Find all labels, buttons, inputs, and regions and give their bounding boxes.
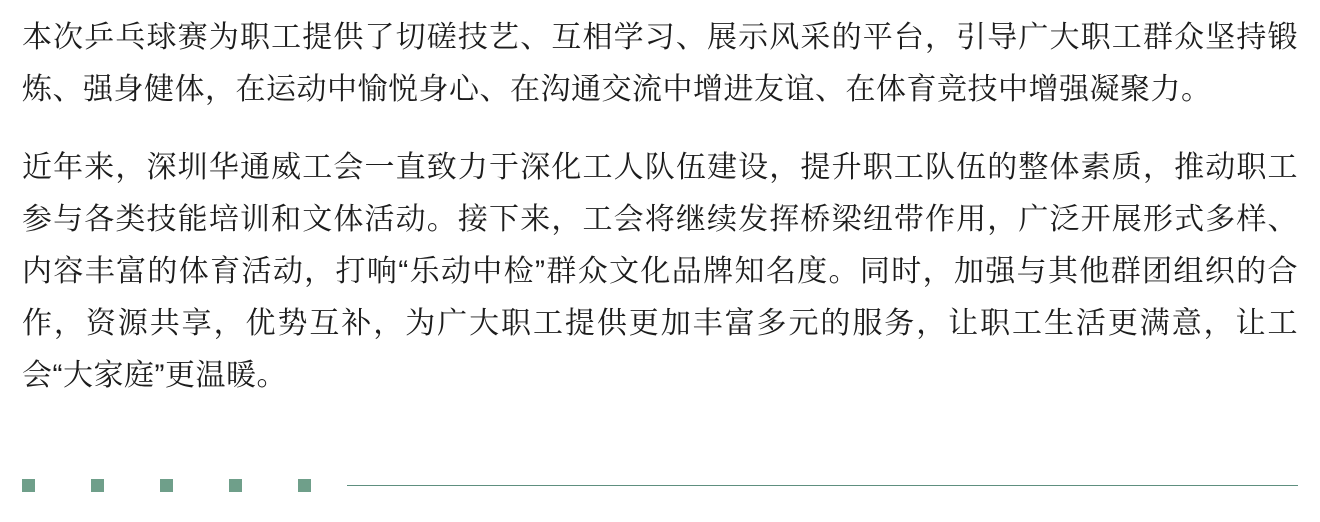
body-paragraph-2: 近年来，深圳华通威工会一直致力于深化工人队伍建设，提升职工队伍的整体素质，推动职工参与各类技能培训和文体活动。接下来，工会将继续发挥桥梁纽带作用，广泛开展形式多样、内容丰富的体育活动，打响“乐动中检”群众文化品牌知名度。同时，加强与其他群团组织的合作，资源共享，优势互补，为广大职工提供更加丰富多元的服务，让职工生活更满意，让工会“大家庭”更温暖。 [22,151,1298,392]
body-paragraph-1: 本次乒乓球赛为职工提供了切磋技艺、互相学习、展示风采的平台，引导广大职工群众坚持锻炼、强身健体，在运动中愉悦身心、在沟通交流中增进友谊、在体育竞技中增强凝聚力。 [22,21,1298,106]
square-marker-icon [160,479,173,492]
square-marker-icon [229,479,242,492]
square-marker-icon [22,479,35,492]
square-marker-icon [91,479,104,492]
square-marker-group [22,479,311,492]
footer-divider [22,476,1298,494]
square-marker-icon [298,479,311,492]
horizontal-rule [347,485,1298,486]
